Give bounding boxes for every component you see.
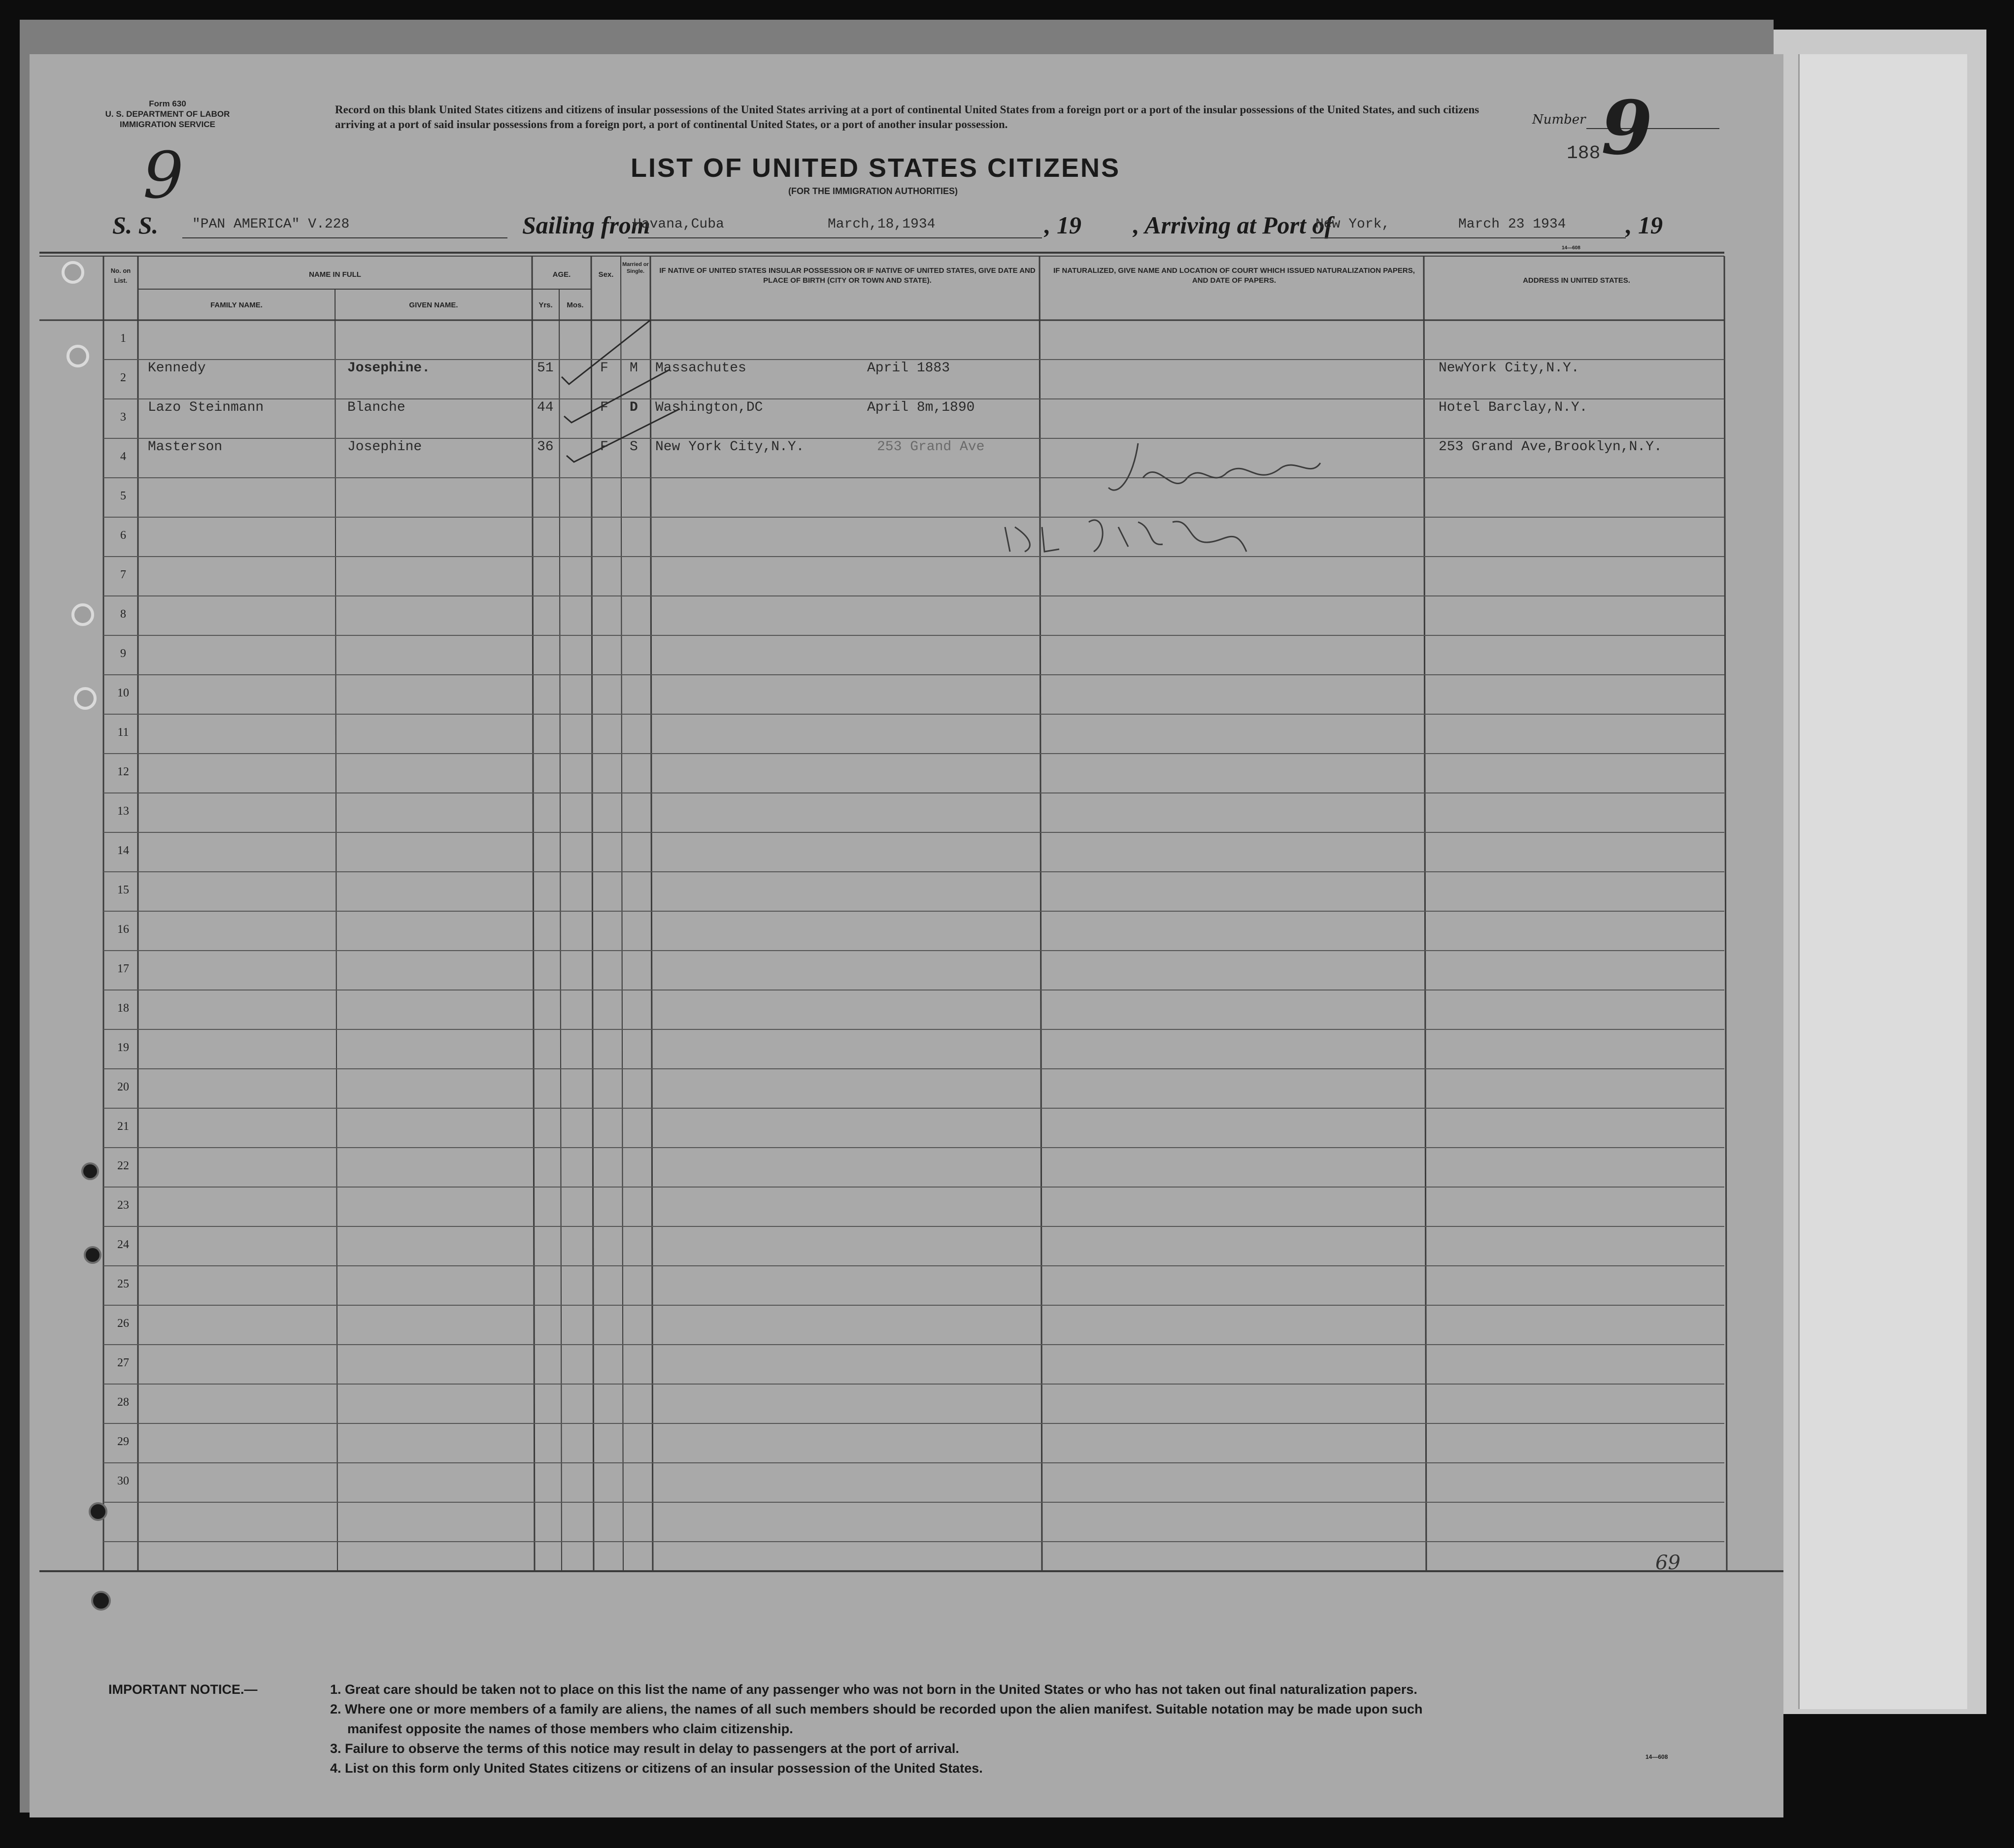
birth-date: 253 Grand Ave (877, 439, 985, 455)
punch-hole (91, 1591, 111, 1611)
sailing-from: Havana,Cuba (633, 217, 724, 232)
row-number: 9 (120, 647, 126, 660)
row-number: 30 (117, 1475, 129, 1487)
notice-item-4: 4. List on this form only United States citizens or citizens of an insular possession of the United States. (330, 1761, 983, 1776)
notice-label: IMPORTANT NOTICE.— (108, 1682, 258, 1697)
col-age: AGE. (552, 270, 571, 279)
row-number: 3 (120, 411, 126, 424)
row-number: 12 (117, 765, 129, 778)
given-name: Josephine (347, 439, 422, 455)
back-paper-2 (1798, 54, 1967, 1709)
notice-item-2: 2. Where one or more members of a family are aliens, the names of all such members should be recorded upon the alien manifest. Suitable notation may be made upon such (330, 1702, 1423, 1716)
col-yrs: Yrs. (538, 301, 553, 309)
ring-hole (71, 603, 94, 626)
row-number: 11 (117, 726, 129, 739)
row-number: 5 (120, 490, 126, 502)
manifest-sheet (30, 54, 1783, 1817)
number-stamp: 188 (1567, 143, 1601, 164)
notice-item-3: 3. Failure to observe the terms of this notice may result in delay to passengers at the port of arrival. (330, 1741, 959, 1756)
sex: F (600, 439, 608, 455)
col-sex: Sex. (598, 270, 614, 279)
row-number: 28 (117, 1396, 129, 1409)
birth-place: New York City,N.Y. (655, 439, 805, 455)
row-number: 27 (117, 1356, 129, 1369)
row-number: 13 (117, 805, 129, 818)
table-grid (30, 54, 1783, 1630)
row-number: 4 (120, 450, 126, 463)
notice-item-2-cont: manifest opposite the names of those members who claim citizenship. (347, 1721, 793, 1736)
signature (1005, 443, 1320, 552)
sex: F (600, 400, 608, 415)
birth-date: April 1883 (867, 361, 950, 376)
year-prefix-2: , 19 (1626, 211, 1663, 239)
address: Hotel Barclay,N.Y. (1439, 400, 1588, 415)
ring-hole (74, 687, 97, 710)
row-number: 6 (120, 529, 126, 542)
row-number: 29 (117, 1435, 129, 1448)
sailing-label: Sailing from (522, 211, 650, 239)
address: NewYork City,N.Y. (1439, 361, 1579, 376)
margin-mark: 9 (143, 138, 184, 213)
ring-hole (67, 345, 89, 367)
age-years: 36 (537, 439, 554, 455)
family-name: Kennedy (148, 361, 206, 376)
ring-hole (62, 261, 84, 284)
family-name: Masterson (148, 439, 223, 455)
row-number: 14 (117, 844, 129, 857)
row-number: 20 (117, 1081, 129, 1093)
row-number: 26 (117, 1317, 129, 1330)
col-name-in-full: NAME IN FULL (309, 270, 361, 279)
form-number: Form 630 (149, 99, 186, 108)
family-name: Lazo Steinmann (148, 400, 264, 415)
arriving-port: New York, (1315, 217, 1390, 232)
sailing-date: March,18,1934 (828, 217, 936, 232)
row-number: 1 (120, 332, 126, 345)
row-number: 2 (120, 371, 126, 384)
page-subtitle: (FOR THE IMMIGRATION AUTHORITIES) (788, 186, 958, 196)
form-instructions: Record on this blank United States citizens and citizens of insular possessions of the United States arriving at a port of continental United States from a foreign port or a port of the insular possessions of the United States, and such citizens arriving at a port of said insular possessions from a foreign port, a port of continental United States, or a port of another insular possession. (335, 103, 1479, 131)
row-number: 8 (120, 608, 126, 621)
number-value: 9 (1601, 85, 1653, 171)
marital-status: S (630, 439, 638, 455)
year-prefix-1: , 19 (1044, 211, 1081, 239)
row-number: 17 (117, 962, 129, 975)
col-given-name: GIVEN NAME. (409, 301, 458, 309)
row-number: 15 (117, 884, 129, 896)
given-name: Josephine. (347, 361, 431, 376)
age-years: 51 (537, 361, 554, 376)
row-number: 22 (117, 1159, 129, 1172)
ship-name: "PAN AMERICA" V.228 (192, 217, 350, 232)
age-years: 44 (537, 400, 554, 415)
sex: F (600, 361, 608, 376)
page-title: LIST OF UNITED STATES CITIZENS (631, 153, 1120, 183)
birth-place: Massachutes (655, 361, 746, 376)
row-number: 10 (117, 687, 129, 699)
marital-status: M (630, 361, 638, 376)
address: 253 Grand Ave,Brooklyn,N.Y. (1439, 439, 1662, 455)
birth-place: Washington,DC (655, 400, 763, 415)
notice-item-1: 1. Great care should be taken not to place on this list the name of any passenger who was not born in the United States or who has not taken out final naturalization papers. (330, 1682, 1417, 1697)
arriving-label: , Arriving at Port of (1133, 211, 1333, 239)
col-birth: IF NATIVE OF UNITED STATES INSULAR POSSESSION OR IF NATIVE OF UNITED STATES, GIVE DATE AND PLACE OF BIRTH (CITY OR TOWN AND STATE). (659, 266, 1036, 285)
col-married-single: Married or Single. (622, 262, 649, 274)
row-number: 24 (117, 1238, 129, 1251)
punch-hole (84, 1246, 101, 1264)
row-number: 21 (117, 1120, 129, 1133)
col-family-name: FAMILY NAME. (210, 301, 263, 309)
row-number: 23 (117, 1199, 129, 1212)
punch-hole (81, 1162, 99, 1180)
row-number: 16 (117, 923, 129, 936)
page-number: 69 (1655, 1551, 1680, 1574)
col-mos: Mos. (567, 301, 584, 309)
arriving-date: March 23 1934 (1458, 217, 1566, 232)
number-label: Number (1532, 112, 1586, 127)
print-code-bottom: 14—608 (1645, 1753, 1668, 1760)
row-number: 7 (120, 568, 126, 581)
form-service: IMMIGRATION SERVICE (120, 120, 215, 129)
row-number: 25 (117, 1278, 129, 1290)
given-name: Blanche (347, 400, 405, 415)
row-number: 18 (117, 1002, 129, 1015)
col-naturalized: IF NATURALIZED, GIVE NAME AND LOCATION OF COURT WHICH ISSUED NATURALIZATION PAPERS, AND DATE OF PAPERS. (1053, 266, 1415, 285)
form-department: U. S. DEPARTMENT OF LABOR (105, 109, 230, 119)
marital-status: D (630, 400, 638, 415)
print-code-top: 14—608 (1562, 245, 1580, 251)
col-address: ADDRESS IN UNITED STATES. (1523, 276, 1630, 285)
row-number: 19 (117, 1041, 129, 1054)
col-no-on-list: No. on List. (110, 267, 131, 284)
ss-label: S. S. (112, 211, 159, 239)
birth-date: April 8m,1890 (867, 400, 975, 415)
punch-hole (89, 1502, 107, 1521)
